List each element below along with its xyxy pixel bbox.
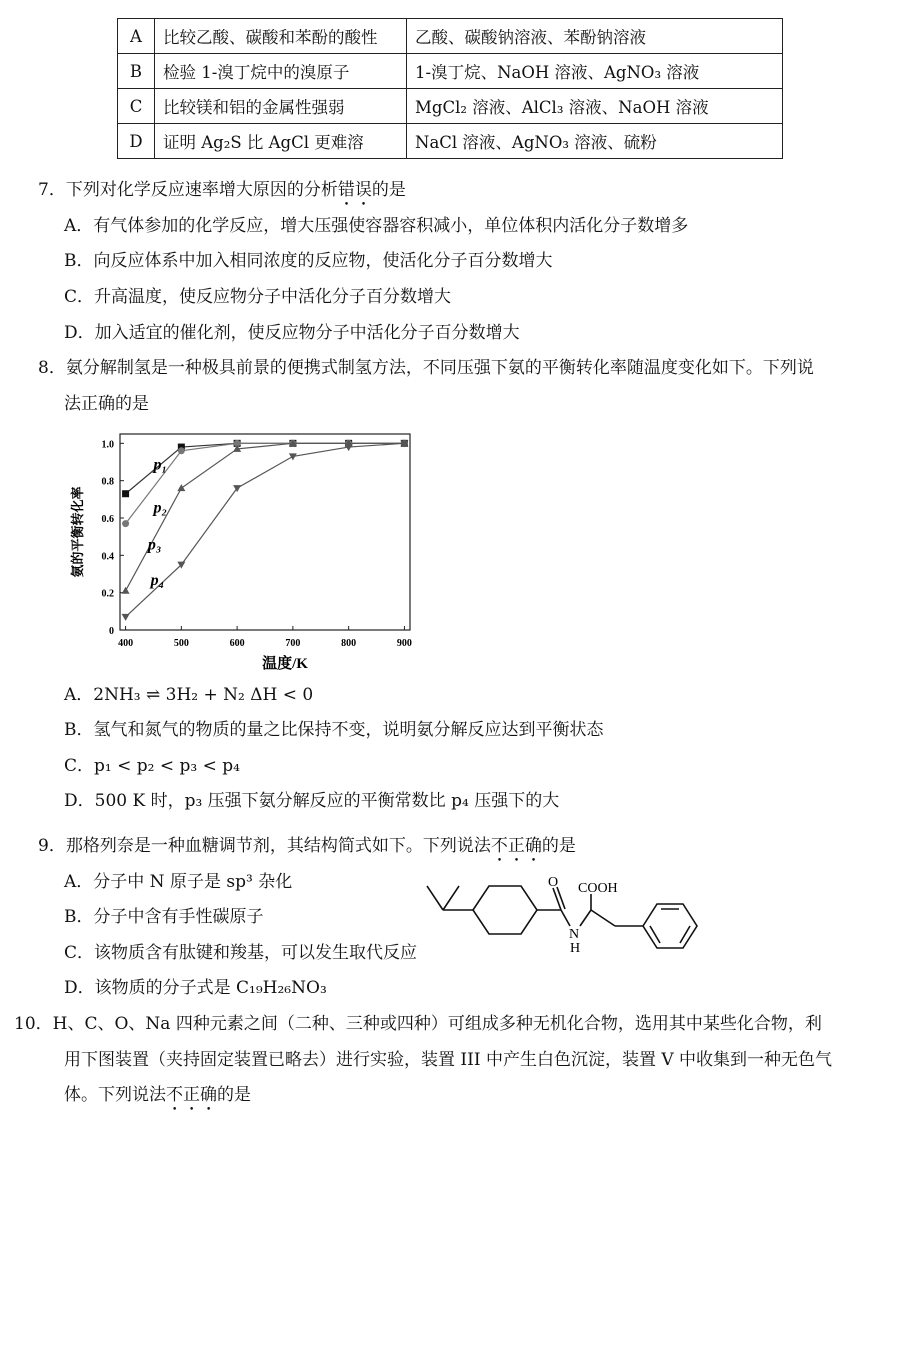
data-point <box>122 587 130 594</box>
y-axis-label: 氨的平衡转化率 <box>70 486 85 578</box>
row-label: C <box>118 89 155 124</box>
q9-stem <box>38 835 576 866</box>
x-tick-label: 400 <box>118 638 134 649</box>
series-label: p₃ <box>147 536 162 554</box>
x-tick-label: 700 <box>285 638 301 649</box>
x-tick-label: 900 <box>396 638 412 649</box>
row-reagents: 1-溴丁烷、NaOH 溶液、AgNO₃ 溶液 <box>407 54 783 89</box>
q8-stem-line2: 法正确的是 <box>64 394 149 414</box>
q8-option-b: B．氢气和氮气的物质的量之比保持不变，说明氨分解反应达到平衡状态 <box>64 720 604 740</box>
q8-option-c: C．p₁ < p₂ < p₃ < p₄ <box>64 756 240 776</box>
x-tick-label: 500 <box>173 638 189 649</box>
table-row <box>118 54 783 89</box>
table-row <box>118 89 783 124</box>
series-label: p₄ <box>150 572 165 590</box>
q9-option-c: C．该物质含有肽键和羧基，可以发生取代反应 <box>64 943 418 963</box>
y-tick-label: 0.2 <box>101 588 114 600</box>
row-reagents: NaCl 溶液、AgNO₃ 溶液、硫粉 <box>407 124 783 159</box>
series-line-2 <box>126 443 405 523</box>
q7-option-b: B．向反应体系中加入相同浓度的反应物，使活化分子百分数增大 <box>64 251 553 271</box>
row-label: A <box>118 19 155 54</box>
q7-option-d: D．加入适宜的催化剂，使反应物分子中活化分子百分数增大 <box>64 323 520 343</box>
data-point <box>122 490 129 497</box>
table-row <box>118 19 783 54</box>
q8-option-a: A．2NH₃ ⇌ 3H₂ + N₂ ΔH < 0 <box>64 685 314 705</box>
data-point <box>177 484 185 491</box>
y-tick-label: 0 <box>109 626 114 637</box>
q10-line3-emphasis: 不正确 <box>166 1085 217 1105</box>
series-label: p₂ <box>153 499 168 517</box>
row-label: B <box>118 54 155 89</box>
q9-option-d: D．该物质的分子式是 C₁₉H₂₆NO₃ <box>64 978 327 998</box>
series-label: p₁ <box>153 456 168 474</box>
y-tick-label: 0.4 <box>101 551 114 563</box>
structure-n-label: N <box>569 927 580 942</box>
x-tick-label: 800 <box>341 638 357 649</box>
q10-line2: 用下图装置（夹持固定装置已略去）进行实验，装置 III 中产生白色沉淀，装置 V 中收集到一种无色气 <box>64 1050 833 1070</box>
row-purpose: 比较镁和铝的金属性强弱 <box>155 89 407 124</box>
row-label: D <box>118 124 155 159</box>
x-axis-label: 温度/K <box>262 656 308 672</box>
q10-line3-text: 体。下列说法 <box>64 1085 166 1105</box>
nateglinide-structure <box>415 872 715 972</box>
q7-stem-emphasis: 错误 <box>337 180 372 200</box>
q10-line3-end: 的是 <box>217 1085 251 1105</box>
y-tick-label: 0.8 <box>101 476 114 488</box>
row-reagents: 乙酸、碳酸钠溶液、苯酚钠溶液 <box>407 19 783 54</box>
data-point <box>289 453 297 460</box>
structure-cooh-label: COOH <box>578 881 618 896</box>
row-purpose: 比较乙酸、碳酸和苯酚的酸性 <box>155 19 407 54</box>
q9-stem-text: 9．那格列奈是一种血糖调节剂，其结构简式如下。下列说法 <box>38 836 491 856</box>
data-point <box>178 447 185 454</box>
row-purpose: 检验 1-溴丁烷中的溴原子 <box>155 54 407 89</box>
q9-stem-end: 的是 <box>541 836 576 856</box>
q10-line1: 10．H、C、O、Na 四种元素之间（二种、三种或四种）可组成多种无机化合物，选用其中某些化合物，利 <box>14 1014 822 1034</box>
q7-stem <box>38 179 406 210</box>
conversion-chart <box>60 426 430 672</box>
q9-option-a: A．分子中 N 原子是 sp³ 杂化 <box>64 872 293 892</box>
x-tick-label: 600 <box>229 638 245 649</box>
q8-stem-line1: 8．氨分解制氢是一种极具前景的便携式制氢方法，不同压强下氨的平衡转化率随温度变化如下。下列说 <box>38 358 814 378</box>
q8-option-d: D．500 K 时，p₃ 压强下氨分解反应的平衡常数比 p₄ 压强下的大 <box>64 791 560 811</box>
q9-option-b: B．分子中含有手性碳原子 <box>64 907 264 927</box>
structure-o-label: O <box>548 875 559 890</box>
structure-h-label: H <box>570 941 581 956</box>
row-reagents: MgCl₂ 溶液、AlCl₃ 溶液、NaOH 溶液 <box>407 89 783 124</box>
series-line-3 <box>126 443 405 590</box>
y-tick-label: 0.6 <box>101 514 114 525</box>
data-point <box>122 520 129 527</box>
q7-stem-text: 7．下列对化学反应速率增大原因的分析 <box>38 180 338 200</box>
q10-line3 <box>64 1084 251 1115</box>
data-point <box>122 614 130 621</box>
q9-stem-emphasis: 不正确 <box>490 836 542 856</box>
q7-stem-end: 的是 <box>371 180 406 200</box>
experiment-table <box>117 18 783 159</box>
q7-option-c: C．升高温度，使反应物分子中活化分子百分数增大 <box>64 287 452 307</box>
row-purpose: 证明 Ag₂S 比 AgCl 更难溶 <box>155 124 407 159</box>
table-row <box>118 124 783 159</box>
y-tick-label: 1.0 <box>101 439 114 451</box>
q7-option-a: A．有气体参加的化学反应，增大压强使容器容积减小，单位体积内活化分子数增多 <box>64 216 689 236</box>
